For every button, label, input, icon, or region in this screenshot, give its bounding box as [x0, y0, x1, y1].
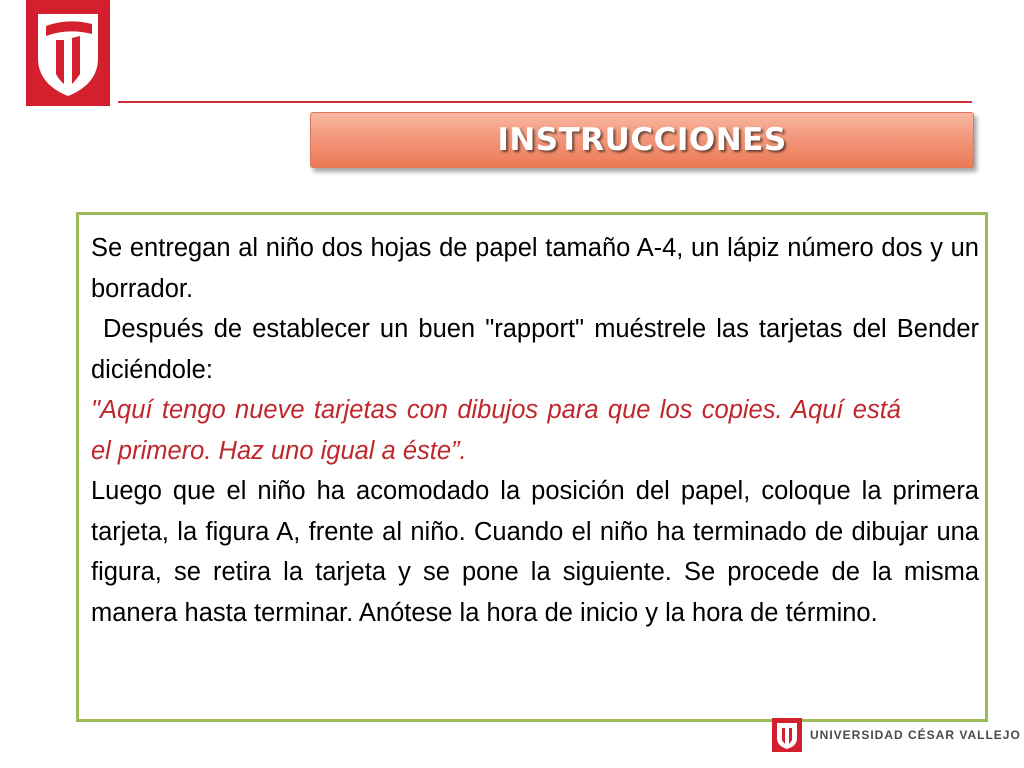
- university-name: UNIVERSIDAD CÉSAR VALLEJO: [810, 728, 1021, 742]
- paragraph-materials: Se entregan al niño dos hojas de papel tamaño A-4, un lápiz número dos y un borrador.: [91, 234, 979, 303]
- paragraph-procedure: Luego que el niño ha acomodado la posición del papel, coloque la primera tarjeta, la figura A, frente al niño. Cuando el niño ha terminado de dibujar una figura, se retira la tarjeta y se pone la siguiente. Se procede de la misma manera hasta terminar. Anótese la hora de inicio y la hora de término.: [91, 477, 979, 627]
- paragraph-rapport: Después de establecer un buen "rapport" muéstrele las tarjetas del Bender diciéndole:: [91, 315, 979, 384]
- content-body: [91, 228, 979, 633]
- university-shield-logo-icon: [26, 0, 110, 106]
- university-mark-icon: [772, 718, 802, 752]
- quote-instruction: "Aquí tengo nueve tarjetas con dibujos para que los copies. Aquí está el primero. Haz uno igual a éste”.: [91, 396, 901, 465]
- title-banner: [310, 112, 974, 168]
- content-frame: [76, 212, 988, 722]
- slide-title: INSTRUCCIONES: [497, 122, 787, 158]
- header-divider: [118, 101, 972, 103]
- footer-logo: [772, 718, 1021, 752]
